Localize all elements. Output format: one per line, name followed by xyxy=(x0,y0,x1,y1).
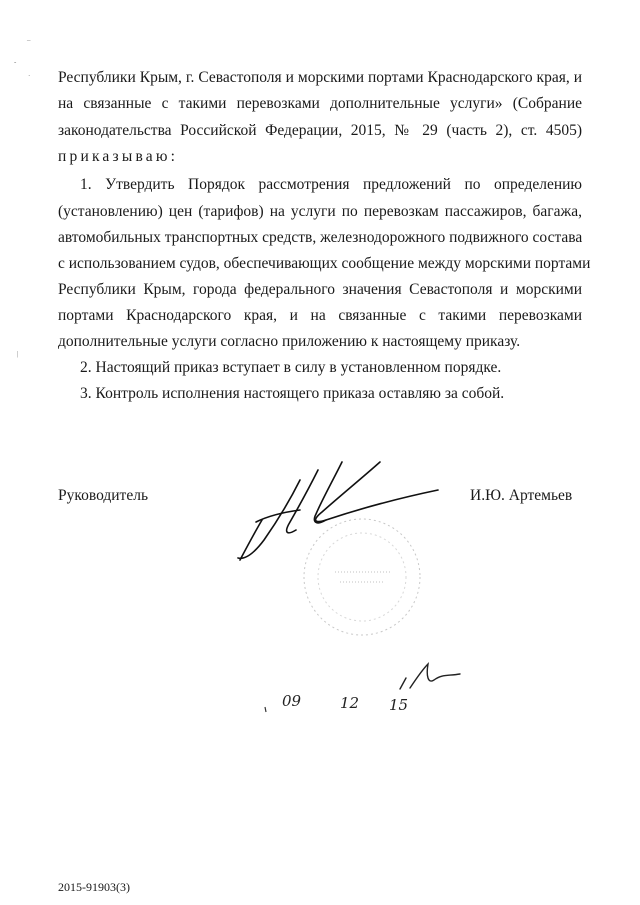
handwritten-signature xyxy=(238,462,438,560)
item3-text: 3. Контроль исполнения настоящего приказа оставляю за собой. xyxy=(80,385,505,402)
item1-line-5: Республики Крым, города федерального значения Севастополя и морскими xyxy=(58,281,582,298)
item1-line-3: автомобильных транспортных средств, железнодорожного подвижного состава xyxy=(58,229,583,246)
handwritten-year: 15 xyxy=(389,696,409,714)
position-title: Руководитель xyxy=(58,487,149,504)
signer-name: И.Ю. Артемьев xyxy=(470,487,573,504)
intro-line-3: законодательства Российской Федерации, 2015, № 29 (часть 2), ст. 4505) xyxy=(58,122,582,139)
scan-mark: - xyxy=(14,58,17,66)
item1-line-6: портами Краснодарского края, и на связанные с такими перевозками xyxy=(58,307,582,324)
order-word: приказываю: xyxy=(58,148,179,165)
intro-line-2: на связанные с такими перевозками дополнительные услуги» (Собрание xyxy=(58,95,582,112)
scan-mark: | xyxy=(17,350,19,358)
item1-line-2: (установлению) цен (тарифов) на услуги по перевозкам пассажиров, багажа, xyxy=(58,203,582,220)
item1-line-4: с использованием судов, обеспечивающих сообщение между морскими портами xyxy=(58,255,591,272)
item2-text: 2. Настоящий приказ вступает в силу в установленном порядке. xyxy=(80,359,502,376)
stamp-seal xyxy=(304,519,420,635)
handwritten-initials xyxy=(400,664,460,689)
handwritten-day: 09 xyxy=(282,692,302,710)
document-code: 2015-91903(3) xyxy=(58,880,130,894)
item1-line-1: 1. Утвердить Порядок рассмотрения предложений по определению xyxy=(80,176,582,193)
scan-mark: – xyxy=(27,36,31,44)
item1-line-7: дополнительные услуги согласно приложению к настоящему приказу. xyxy=(58,333,521,350)
scan-mark: · xyxy=(28,72,31,80)
handwritten-month: 12 xyxy=(340,694,360,712)
intro-line-1: Республики Крым, г. Севастополя и морскими портами Краснодарского края, и xyxy=(58,69,582,86)
